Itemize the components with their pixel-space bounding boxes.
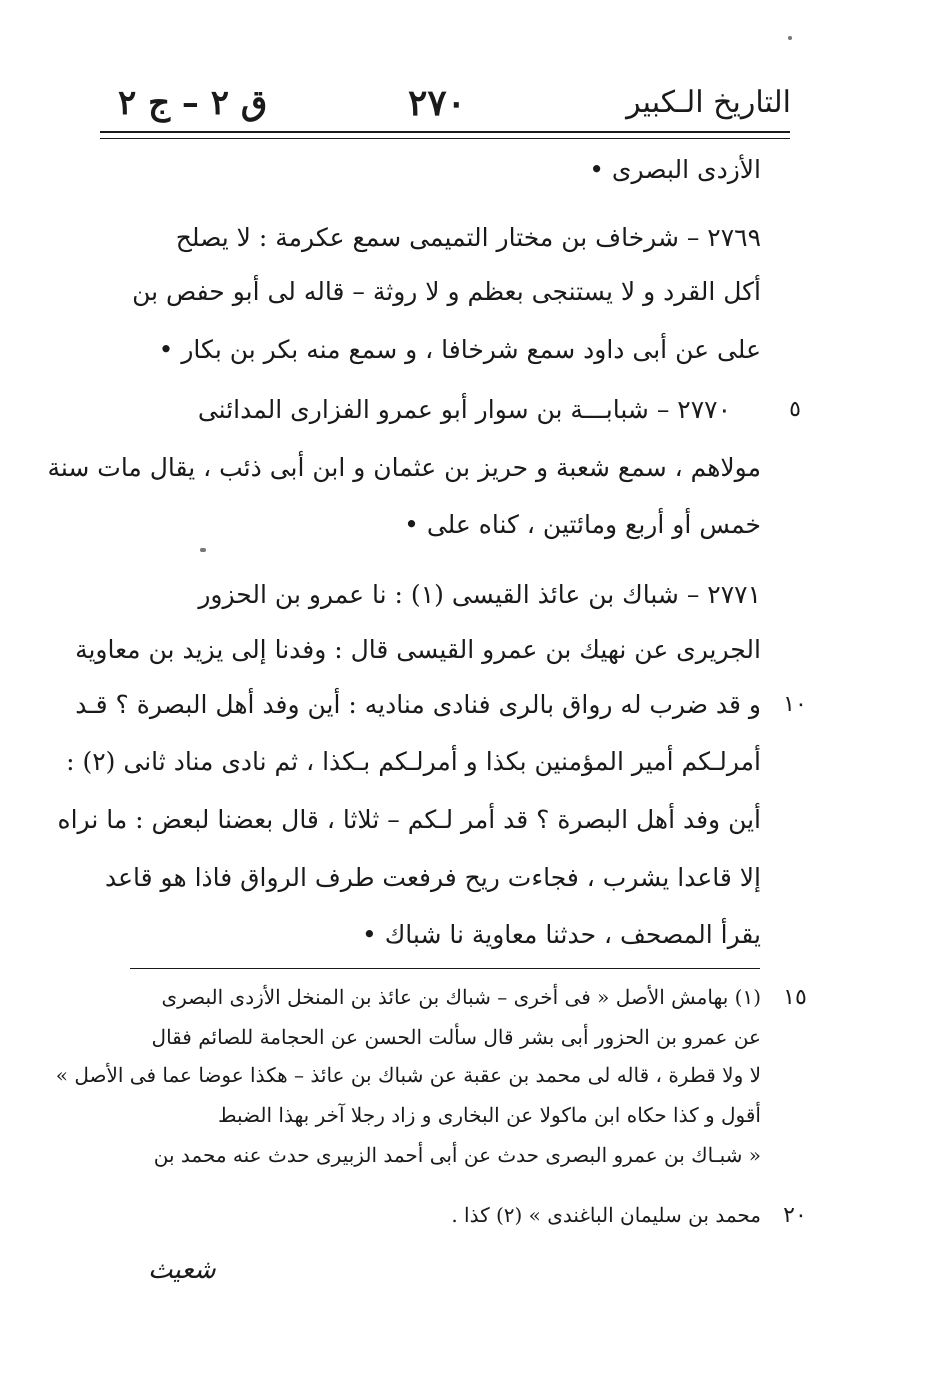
text-line: الأزدى البصرى • [589,155,761,184]
text-line: الجريرى عن نهيك بن عمرو القيسى قال : وفدنا إلى يزيد بن معاوية [75,635,761,664]
header-rule [100,131,790,139]
running-title: التاريخ الـكبير [626,85,791,120]
signature: شعيث [148,1255,216,1285]
text-line: و قد ضرب له رواق بالرى فنادى مناديه : أين وفد أهل البصرة ؟ قـد [75,690,761,719]
text-line: على عن أبى داود سمع شرخافا ، و سمع منه بكر بن بكار • [158,335,761,364]
footnote-rule [130,968,760,969]
entry-2771-line: ٢٧٧١ – شباك بن عائذ القيسى (١) : نا عمرو بن الحزور [198,580,761,609]
text-line: أين وفد أهل البصرة ؟ قد أمر لـكم – ثلاثا ، قال بعضنا لبعض : ما نراه [57,805,761,834]
footnote-line: « شبـاك بن عمرو البصرى حدث عن أبى أحمد الزبيرى حدث عنه محمد بن [153,1143,761,1167]
line-number-20: ٢٠ [783,1203,807,1228]
entry-2770-line: ٢٧٧٠ – شبابـــة بن سوار أبو عمرو الفزارى المدائنى [197,395,731,424]
scan-speck [200,548,206,552]
footnote-line: أقول و كذا حكاه ابن ماكولا عن البخارى و زاد رجلا آخر بهذا الضبط [218,1103,761,1127]
footnote-line: محمد بن سليمان الباغندى » (٢) كذا . [451,1203,761,1227]
line-number-5: ٥ [789,397,801,422]
text-line: خمس أو أربع ومائتين ، كناه على • [404,510,761,539]
text-line: مولاهم ، سمع شعبة و حريز بن عثمان و ابن أبى ذئب ، يقال مات سنة [47,453,761,482]
part-volume-label: ق ٢ – ج ٢ [118,83,268,123]
page-number: ٢٧٠ [408,82,467,124]
footnote-line: لا ولا قطرة ، قاله لى محمد بن عقبة عن شباك بن عائذ – هكذا عوضا عما فى الأصل » [55,1063,761,1087]
text-line: أمرلـكم أمير المؤمنين بكذا و أمرلـكم بـكذا ، ثم نادى مناد ثانى (٢) : [66,747,761,776]
line-number-10: ١٠ [783,692,807,717]
line-number-15: ١٥ [783,985,807,1010]
text-line: أكل القرد و لا يستنجى بعظم و لا روثة – قاله لى أبو حفص بن [132,277,761,306]
footnote-line: (١) بهامش الأصل « فى أخرى – شباك بن عائذ بن المنخل الأزدى البصرى [161,985,761,1009]
text-line: يقرأ المصحف ، حدثنا معاوية نا شباك • [362,920,761,949]
text-line: إلا قاعدا يشرب ، فجاءت ريح فرفعت طرف الرواق فاذا هو قاعد [104,863,761,892]
scan-speck [788,36,792,40]
entry-2769-line: ٢٧٦٩ – شرخاف بن مختار التميمى سمع عكرمة : لا يصلح [175,223,761,252]
footnote-line: عن عمرو بن الحزور أبى بشر قال سألت الحسن عن الحجامة للصائم فقال [151,1025,761,1049]
